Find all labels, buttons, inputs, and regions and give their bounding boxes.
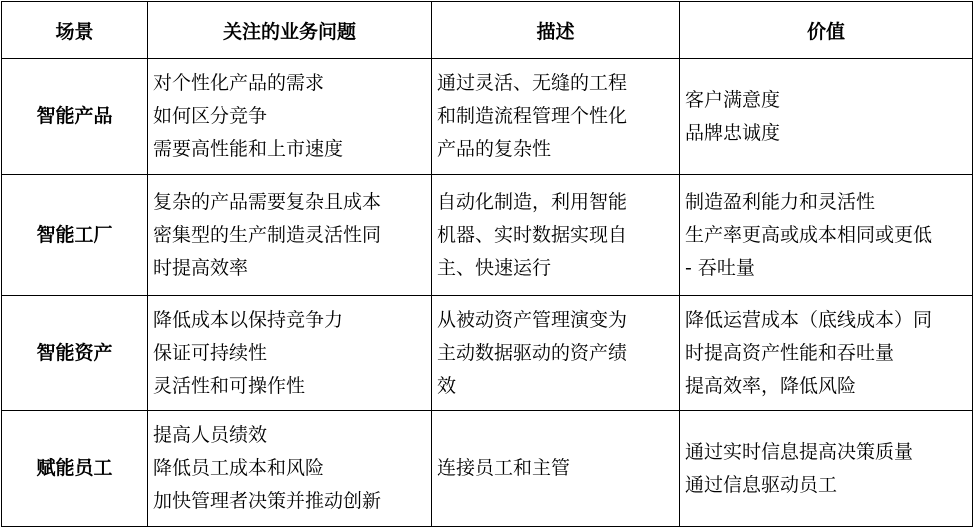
cell-line: 对个性化产品的需求	[153, 72, 325, 94]
cell-line: 主动数据驱动的资产绩	[437, 341, 628, 364]
cell-line: 和制造流程管理个性化	[437, 105, 628, 127]
cell-line: 品牌忠诚度	[685, 121, 781, 144]
cell-line: 通过信息驱动员工	[685, 473, 838, 496]
description-cell	[432, 175, 680, 296]
cell-line: 产品的复杂性	[437, 138, 552, 160]
scene-cell: 智能资产	[2, 296, 148, 411]
cell-line: 降低运营成本（底线成本）同	[685, 308, 933, 331]
cell-line: 如何区分竞争	[153, 105, 268, 127]
business-cell	[148, 411, 432, 527]
cell-line: 提高人员绩效	[153, 424, 268, 446]
cell-line: 生产率更高或成本相同或更低	[685, 223, 933, 246]
header-business: 关注的业务问题	[148, 2, 432, 59]
cell-line: 机器、实时数据实现自	[437, 223, 628, 246]
scene-cell: 智能工厂	[2, 175, 148, 296]
cell-line: 加快管理者决策并推动创新	[153, 490, 382, 512]
header-description: 描述	[432, 2, 680, 59]
header-row	[2, 2, 973, 59]
business-cell	[148, 59, 432, 175]
table-row	[2, 296, 973, 411]
value-table	[1, 1, 973, 527]
cell-line: 通过灵活、无缝的工程	[437, 72, 628, 94]
cell-line: 保证可持续性	[153, 341, 268, 364]
cell-line: 降低员工成本和风险	[153, 457, 325, 479]
cell-line: 复杂的产品需要复杂且成本	[153, 190, 382, 213]
scene-cell: 智能产品	[2, 59, 148, 175]
value-cell	[680, 296, 973, 411]
cell-line: 密集型的生产制造灵活性同	[153, 223, 382, 246]
cell-line: 降低成本以保持竞争力	[153, 308, 344, 331]
business-cell	[148, 175, 432, 296]
table-row	[2, 59, 973, 175]
cell-line: 连接员工和主管	[437, 457, 571, 479]
business-cell	[148, 296, 432, 411]
value-cell	[680, 411, 973, 527]
header-value: 价值	[680, 2, 973, 59]
cell-line: 时提高效率	[153, 256, 249, 279]
cell-line: 客户满意度	[685, 88, 781, 111]
description-cell	[432, 296, 680, 411]
cell-line: 效	[437, 374, 457, 397]
description-cell	[432, 59, 680, 175]
cell-line: 自动化制造，利用智能	[437, 190, 628, 213]
cell-line: - 吞吐量	[685, 256, 755, 279]
cell-line: 提高效率，降低风险	[685, 374, 857, 397]
value-cell	[680, 59, 973, 175]
cell-line: 通过实时信息提高决策质量	[685, 440, 914, 463]
cell-line: 主、快速运行	[437, 256, 552, 279]
cell-line: 从被动资产管理演变为	[437, 308, 628, 331]
description-cell	[432, 411, 680, 527]
value-cell	[680, 175, 973, 296]
scene-cell: 赋能员工	[2, 411, 148, 527]
cell-line: 时提高资产性能和吞吐量	[685, 341, 895, 364]
table-row	[2, 175, 973, 296]
header-scene: 场景	[2, 2, 148, 59]
cell-line: 制造盈利能力和灵活性	[685, 190, 876, 213]
table-row	[2, 411, 973, 527]
cell-line: 灵活性和可操作性	[153, 374, 306, 397]
cell-line: 需要高性能和上市速度	[153, 138, 344, 160]
